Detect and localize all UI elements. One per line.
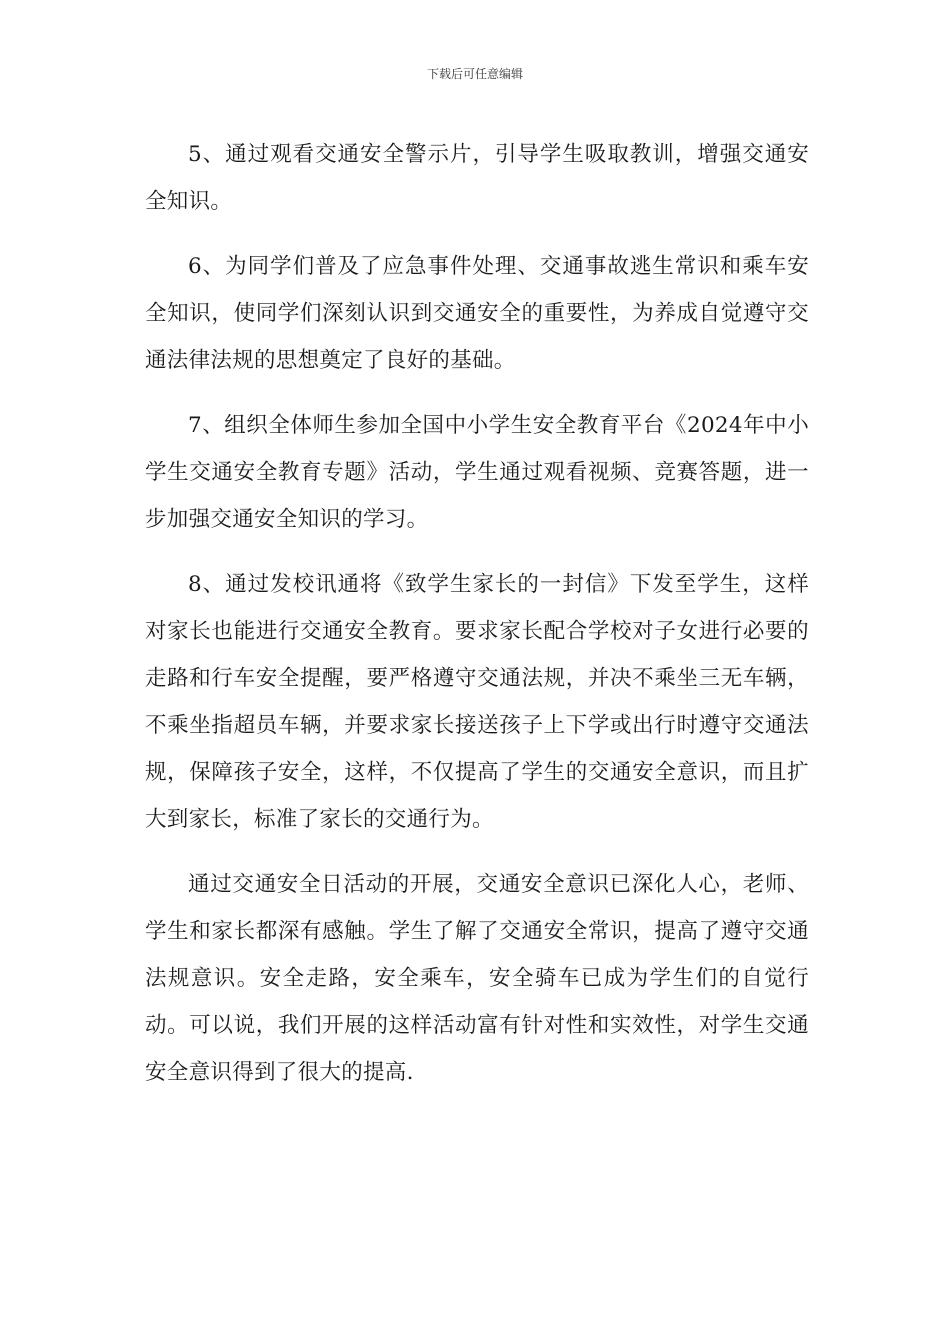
paragraph-summary: 通过交通安全日活动的开展，交通安全意识已深化人心，老师、学生和家长都深有感触。学生了解了交通安全常识，提高了遵守交通法规意识。安全走路，安全乘车，安全骑车已成为学生们的自觉行动。可以说，我们开展的这样活动富有针对性和实效性，对学生交通安全意识得到了很大的提高. (145, 872, 809, 1085)
document-body (145, 131, 809, 1114)
paragraph-item-8: 8、通过发校讯通将《致学生家长的一封信》下发至学生，这样对家长也能进行交通安全教育。要求家长配合学校对子女进行必要的走路和行车安全提醒，要严格遵守交通法规，并决不乘坐三无车辆，不乘坐指超员车辆，并要求家长接送孩子上下学或出行时遵守交通法规，保障孩子安全，这样，不仅提高了学生的交通安全意识，而且扩大到家长，标准了家长的交通行为。 (145, 572, 809, 832)
header-note: 下载后可任意编辑 (426, 67, 523, 81)
paragraph-item-5: 5、通过观看交通安全警示片，引导学生吸取教训，增强交通安全知识。 (145, 142, 809, 214)
paragraph-item-6: 6、为同学们普及了应急事件处理、交通事故逃生常识和乘车安全知识，使同学们深刻认识到交通安全的重要性，为养成自觉遵守交通法律法规的思想奠定了良好的基础。 (145, 254, 809, 373)
paragraph-item-7: 7、组织全体师生参加全国中小学生安全教育平台《2024年中小学生交通安全教育专题》活动，学生通过观看视频、竞赛答题，进一步加强交通安全知识的学习。 (145, 413, 809, 532)
